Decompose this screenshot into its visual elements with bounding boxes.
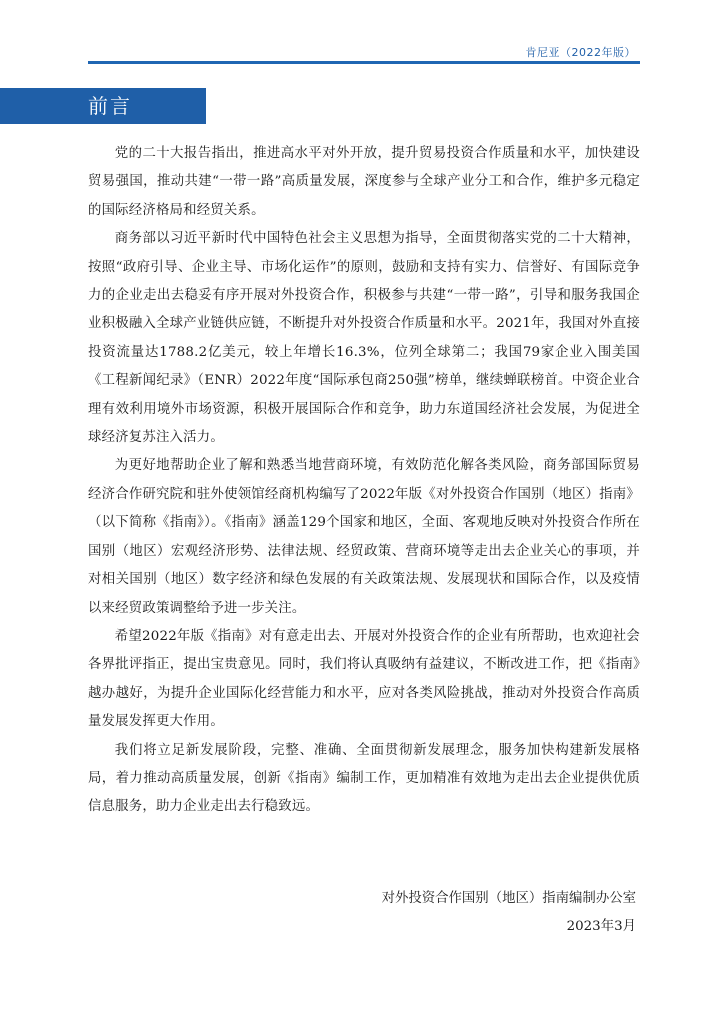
preface-body (88, 140, 640, 822)
paragraph-1: 党的二十大报告指出，推进高水平对外开放，提升贸易投资合作质量和水平，加快建设贸易强国，推动共建“一带一路”高质量发展，深度参与全球产业分工和合作，维护多元稳定的国际经济格局和经贸关系。 (88, 146, 640, 218)
paragraph-5: 我们将立足新发展阶段，完整、准确、全面贯彻新发展理念，服务加快构建新发展格局，着力推动高质量发展，创新《指南》编制工作，更加精准有效地为走出去企业提供优质信息服务，助力企业走出去行稳致远。 (88, 742, 640, 815)
header-rule (88, 61, 640, 64)
running-header: 肯尼亚（2022年版） (525, 46, 636, 59)
paragraph-2: 商务部以习近平新时代中国特色社会主义思想为指导，全面贯彻落实党的二十大精神，按照“政府引导、企业主导、市场化运作”的原则，鼓励和支持有实力、信誉好、有国际竞争力的企业走出去稳妥有序开展对外投资合作，积极参与共建“一带一路”，引导和服务我国企业积极融入全球产业链供应链，不断提升对外投资合作质量和水平。2021年，我国对外直接投资流量达1788.2亿美元，较上年增长16.3%，位列全球第二；我国79家企业入围美国《工程新闻纪录》（ENR）2022年度“国际承包商250强”榜单，继续蝉联榜首。中资企业合理有效利用境外市场资源，积极开展国际合作和竞争，助力东道国经济社会发展，为促进全球经济复苏注入活力。 (88, 231, 640, 446)
section-title: 前言 (88, 94, 132, 118)
signature-office: 对外投资合作国别（地区）指南编制办公室 (381, 891, 636, 906)
paragraph-3: 为更好地帮助企业了解和熟悉当地营商环境，有效防范化解各类风险，商务部国际贸易经济合作研究院和驻外使领馆经商机构编写了2022年版《对外投资合作国别（地区）指南》（以下简称《指南》）。《指南》涵盖129个国家和地区，全面、客观地反映对外投资合作所在国别（地区）宏观经济形势、法律法规、经贸政策、营商环境等走出去企业关心的事项，并对相关国别（地区）数字经济和绿色发展的有关政策法规、发展现状和国际合作，以及疫情以来经贸政策调整给予进一步关注。 (88, 458, 640, 616)
paragraph-4: 希望2022年版《指南》对有意走出去、开展对外投资合作的企业有所帮助，也欢迎社会各界批评指正，提出宝贵意见。同时，我们将认真吸纳有益建议，不断改进工作，把《指南》越办越好，为提升企业国际化经营能力和水平，应对各类风险挑战，推动对外投资合作高质量发展发挥更大作用。 (88, 628, 640, 730)
signature-date: 2023年3月 (566, 919, 636, 934)
signature-block (382, 885, 636, 941)
